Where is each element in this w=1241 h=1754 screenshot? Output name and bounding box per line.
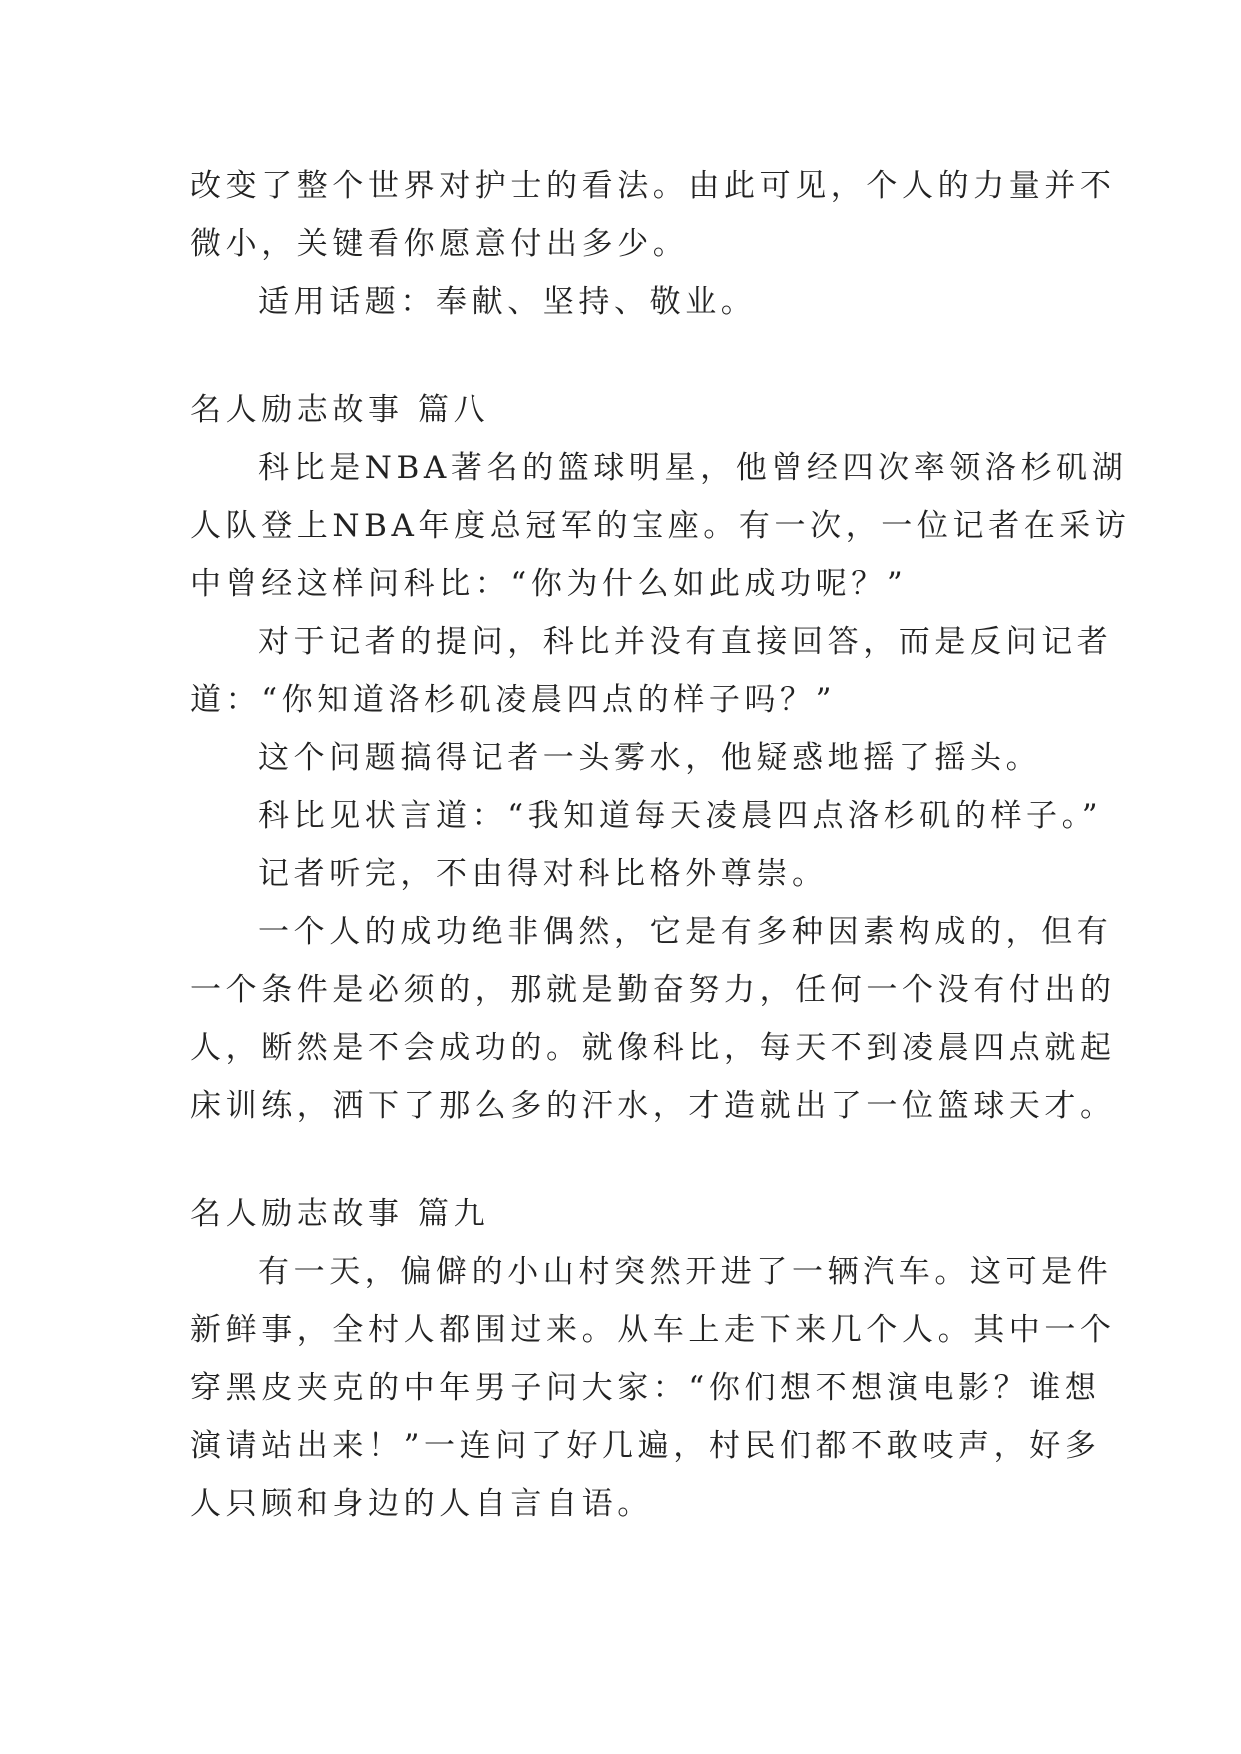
section-heading: 名人励志故事 篇九	[190, 1196, 490, 1232]
paragraph-line: 床训练，洒下了那么多的汗水，才造就出了一位篮球天才。	[190, 1088, 1116, 1124]
paragraph-line: 穿黑皮夹克的中年男子问大家：“你们想不想演电影？谁想	[190, 1370, 1101, 1406]
paragraph-line: 人，断然是不会成功的。就像科比，每天不到凌晨四点就起	[190, 1030, 1116, 1066]
paragraph-line: 适用话题：奉献、坚持、敬业。	[258, 284, 757, 320]
paragraph-line: 这个问题搞得记者一头雾水，他疑惑地摇了摇头。	[258, 740, 1042, 776]
paragraph-line: 人只顾和身边的人自言自语。	[190, 1486, 653, 1522]
paragraph-line: 对于记者的提问，科比并没有直接回答，而是反问记者	[258, 624, 1113, 660]
paragraph-line: 记者听完，不由得对科比格外尊崇。	[258, 856, 828, 892]
paragraph-line: 中曾经这样问科比：“你为什么如此成功呢？”	[190, 566, 908, 602]
section-heading: 名人励志故事 篇八	[190, 392, 490, 428]
paragraph-line: 道：“你知道洛杉矶凌晨四点的样子吗？”	[190, 682, 837, 718]
section-gap	[190, 1135, 1070, 1185]
paragraph-line: 改变了整个世界对护士的看法。由此可见，个人的力量并不	[190, 168, 1116, 204]
paragraph-line: 演请站出来！”一连问了好几遍，村民们都不敢吱声，好多	[190, 1428, 1101, 1464]
paragraph-line: 人队登上NBA年度总冠军的宝座。有一次，一位记者在采访	[190, 508, 1131, 544]
paragraph-line: 一个条件是必须的，那就是勤奋努力，任何一个没有付出的	[190, 972, 1116, 1008]
paragraph-line: 微小，关键看你愿意付出多少。	[190, 226, 689, 262]
paragraph-line: 科比是NBA著名的篮球明星，他曾经四次率领洛杉矶湖	[258, 450, 1128, 486]
section-gap	[190, 331, 1070, 381]
paragraph-line: 有一天，偏僻的小山村突然开进了一辆汽车。这可是件	[258, 1254, 1113, 1290]
paragraph-line: 科比见状言道：“我知道每天凌晨四点洛杉矶的样子。”	[258, 798, 1103, 834]
document-page	[190, 157, 1131, 1533]
paragraph-line: 新鲜事，全村人都围过来。从车上走下来几个人。其中一个	[190, 1312, 1116, 1348]
paragraph-line: 一个人的成功绝非偶然，它是有多种因素构成的，但有	[258, 914, 1113, 950]
